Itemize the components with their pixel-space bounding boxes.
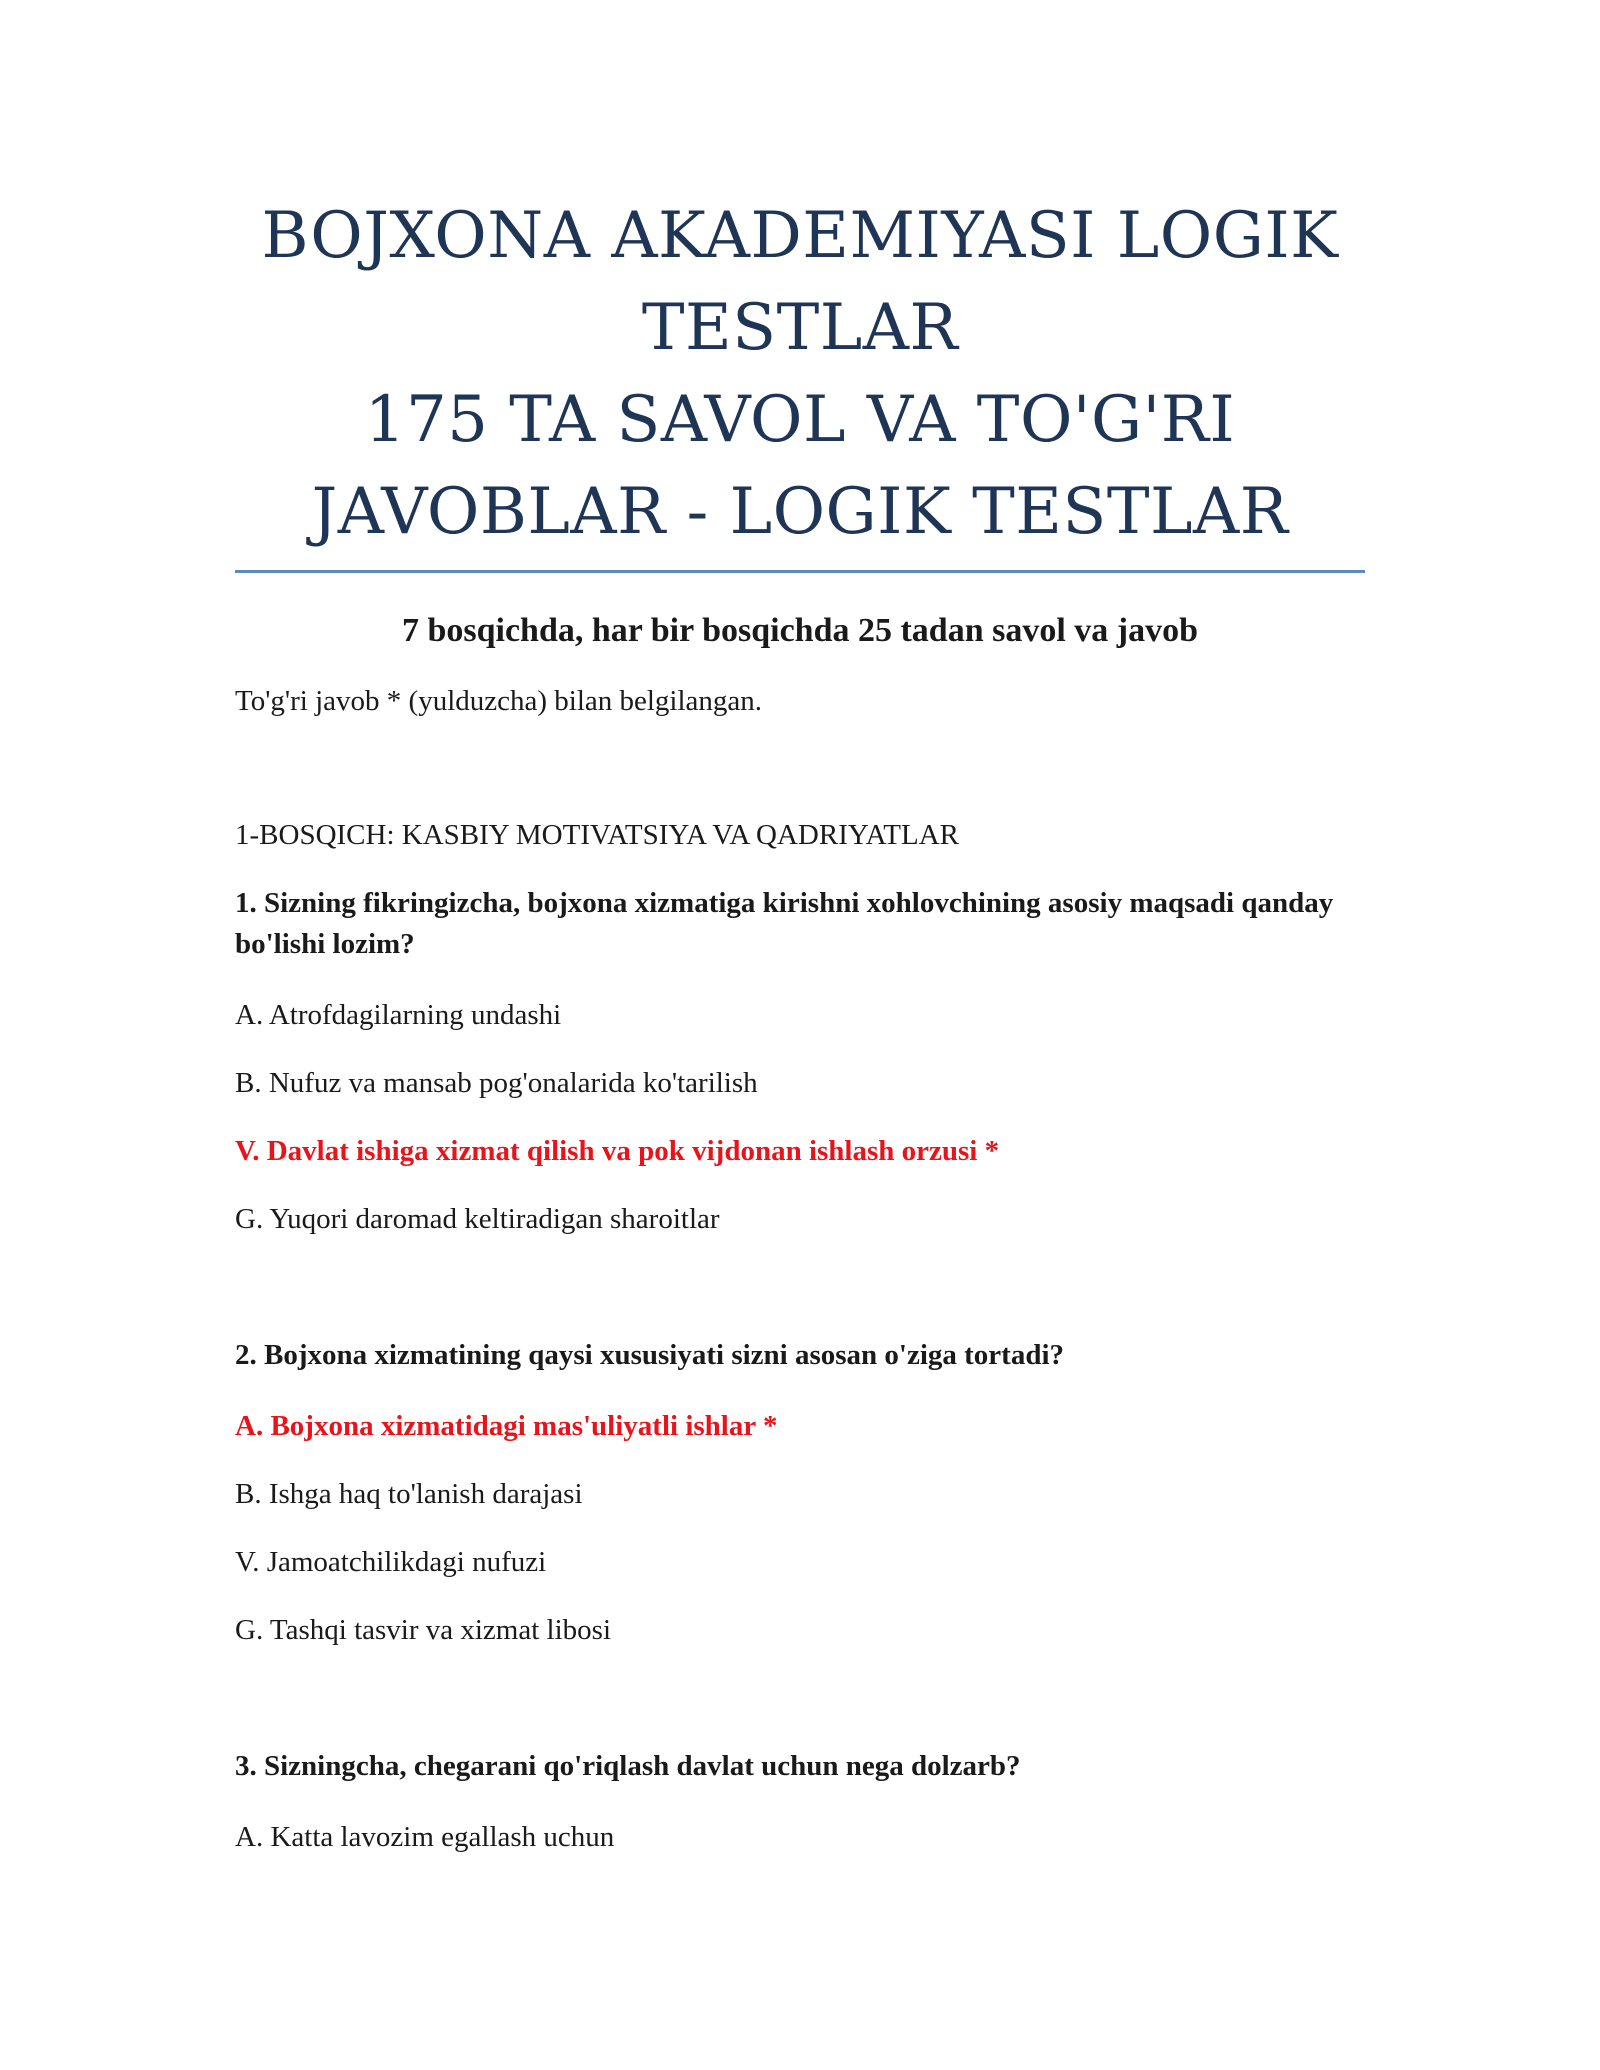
question-block-3 [235,1746,1365,1855]
answer-option: B. Nufuz va mansab pog'onalarida ko'tarilish [235,1067,758,1099]
question-text: 1. Sizning fikringizcha, bojxona xizmatiga kirishni xohlovchining asosiy maqsadi qanday bo'lishi lozim? [235,887,1334,960]
answer-option: V. Jamoatchilikdagi nufuzi [235,1546,547,1578]
section-title: 1-BOSQICH: KASBIY MOTIVATSIYA VA QADRIYATLAR [235,819,960,851]
question-block-1 [235,883,1365,1237]
question-text: 2. Bojxona xizmatining qaysi xususiyati sizni asosan o'ziga tortadi? [235,1339,1065,1371]
title-line-4: JAVOBLAR - LOGIK TESTLAR [311,475,1289,549]
document-subtitle: 7 bosqichda, har bir bosqichda 25 tadan savol va javob [401,612,1199,649]
correct-answer-option: V. Davlat ishiga xizmat qilish va pok vijdonan ishlash orzusi * [235,1135,1000,1167]
correct-answer-option: A. Bojxona xizmatidagi mas'uliyatli ishlar * [235,1410,778,1442]
question-text: 3. Sizningcha, chegarani qo'riqlash davlat uchun nega dolzarb? [235,1750,1021,1782]
answer-key-note: To'g'ri javob * (yulduzcha) bilan belgilangan. [235,685,763,717]
answer-option: A. Katta lavozim egallash uchun [235,1821,615,1853]
title-line-1: BOJXONA AKADEMIYASI LOGIK [261,199,1339,273]
question-block-2 [235,1335,1365,1648]
answer-option: B. Ishga haq to'lanish darajasi [235,1478,583,1510]
title-line-3: 175 TA SAVOL VA TO'G'RI [364,383,1236,457]
title-line-2: TESTLAR [641,291,959,365]
document-title [235,190,1365,573]
answer-option: G. Yuqori daromad keltiradigan sharoitlar [235,1203,720,1235]
answer-option: G. Tashqi tasvir va xizmat libosi [235,1614,611,1646]
document-page [235,190,1365,1855]
answer-option: A. Atrofdagilarning undashi [235,999,562,1031]
